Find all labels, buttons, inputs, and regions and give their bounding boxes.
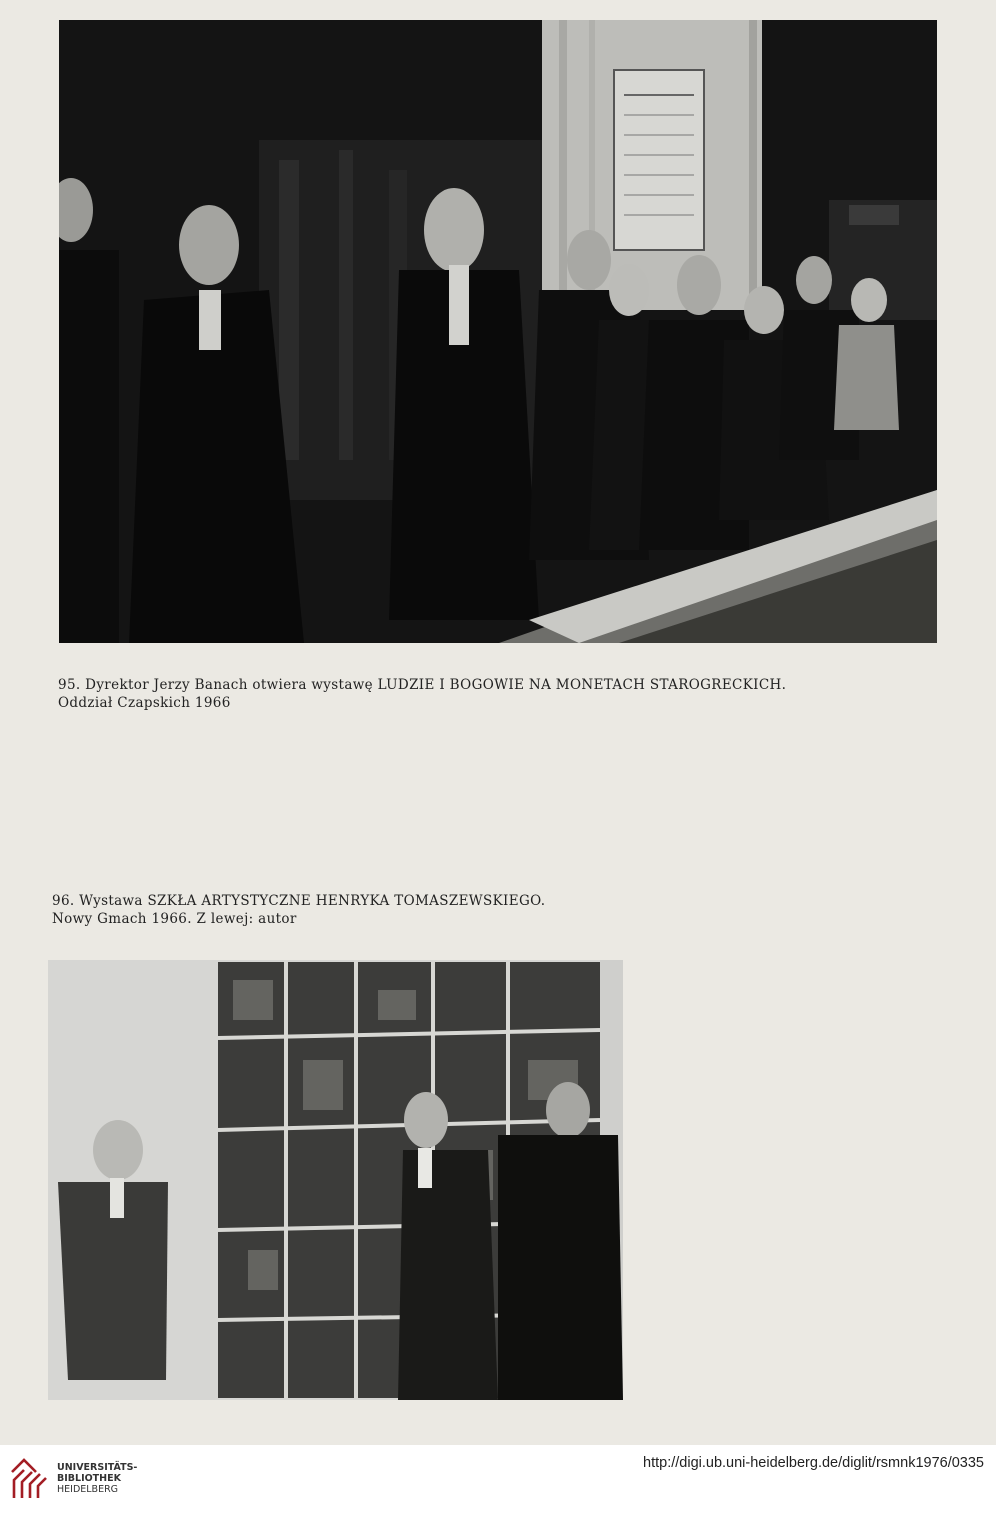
caption-96-line-1: 96. Wystawa SZKŁA ARTYSTYCZNE HENRYKA TOMASZEWSKIEGO.: [52, 893, 546, 909]
photo-exhibition-opening: [59, 20, 937, 643]
caption-95-line-2: Oddział Czapskich 1966: [58, 695, 231, 711]
caption-figure-96: [52, 892, 545, 928]
logo-line-1: UNIVERSITÄTS-: [57, 1462, 138, 1473]
caption-figure-95: [58, 676, 786, 712]
caption-95-line-1: 95. Dyrektor Jerzy Banach otwiera wystawę LUDZIE I BOGOWIE NA MONETACH STAROGRECKICH.: [58, 677, 787, 693]
logo-line-3: HEIDELBERG: [57, 1484, 119, 1495]
library-logo-text: [57, 1462, 137, 1495]
permalink-url[interactable]: http://digi.ub.uni-heidelberg.de/diglit/rsmnk1976/0335: [643, 1455, 984, 1471]
caption-96-line-2: Nowy Gmach 1966. Z lewej: autor: [52, 911, 297, 927]
library-logo-icon: [10, 1458, 50, 1502]
photo-glass-exhibition: [48, 960, 623, 1400]
logo-line-2: BIBLIOTHEK: [57, 1473, 121, 1484]
